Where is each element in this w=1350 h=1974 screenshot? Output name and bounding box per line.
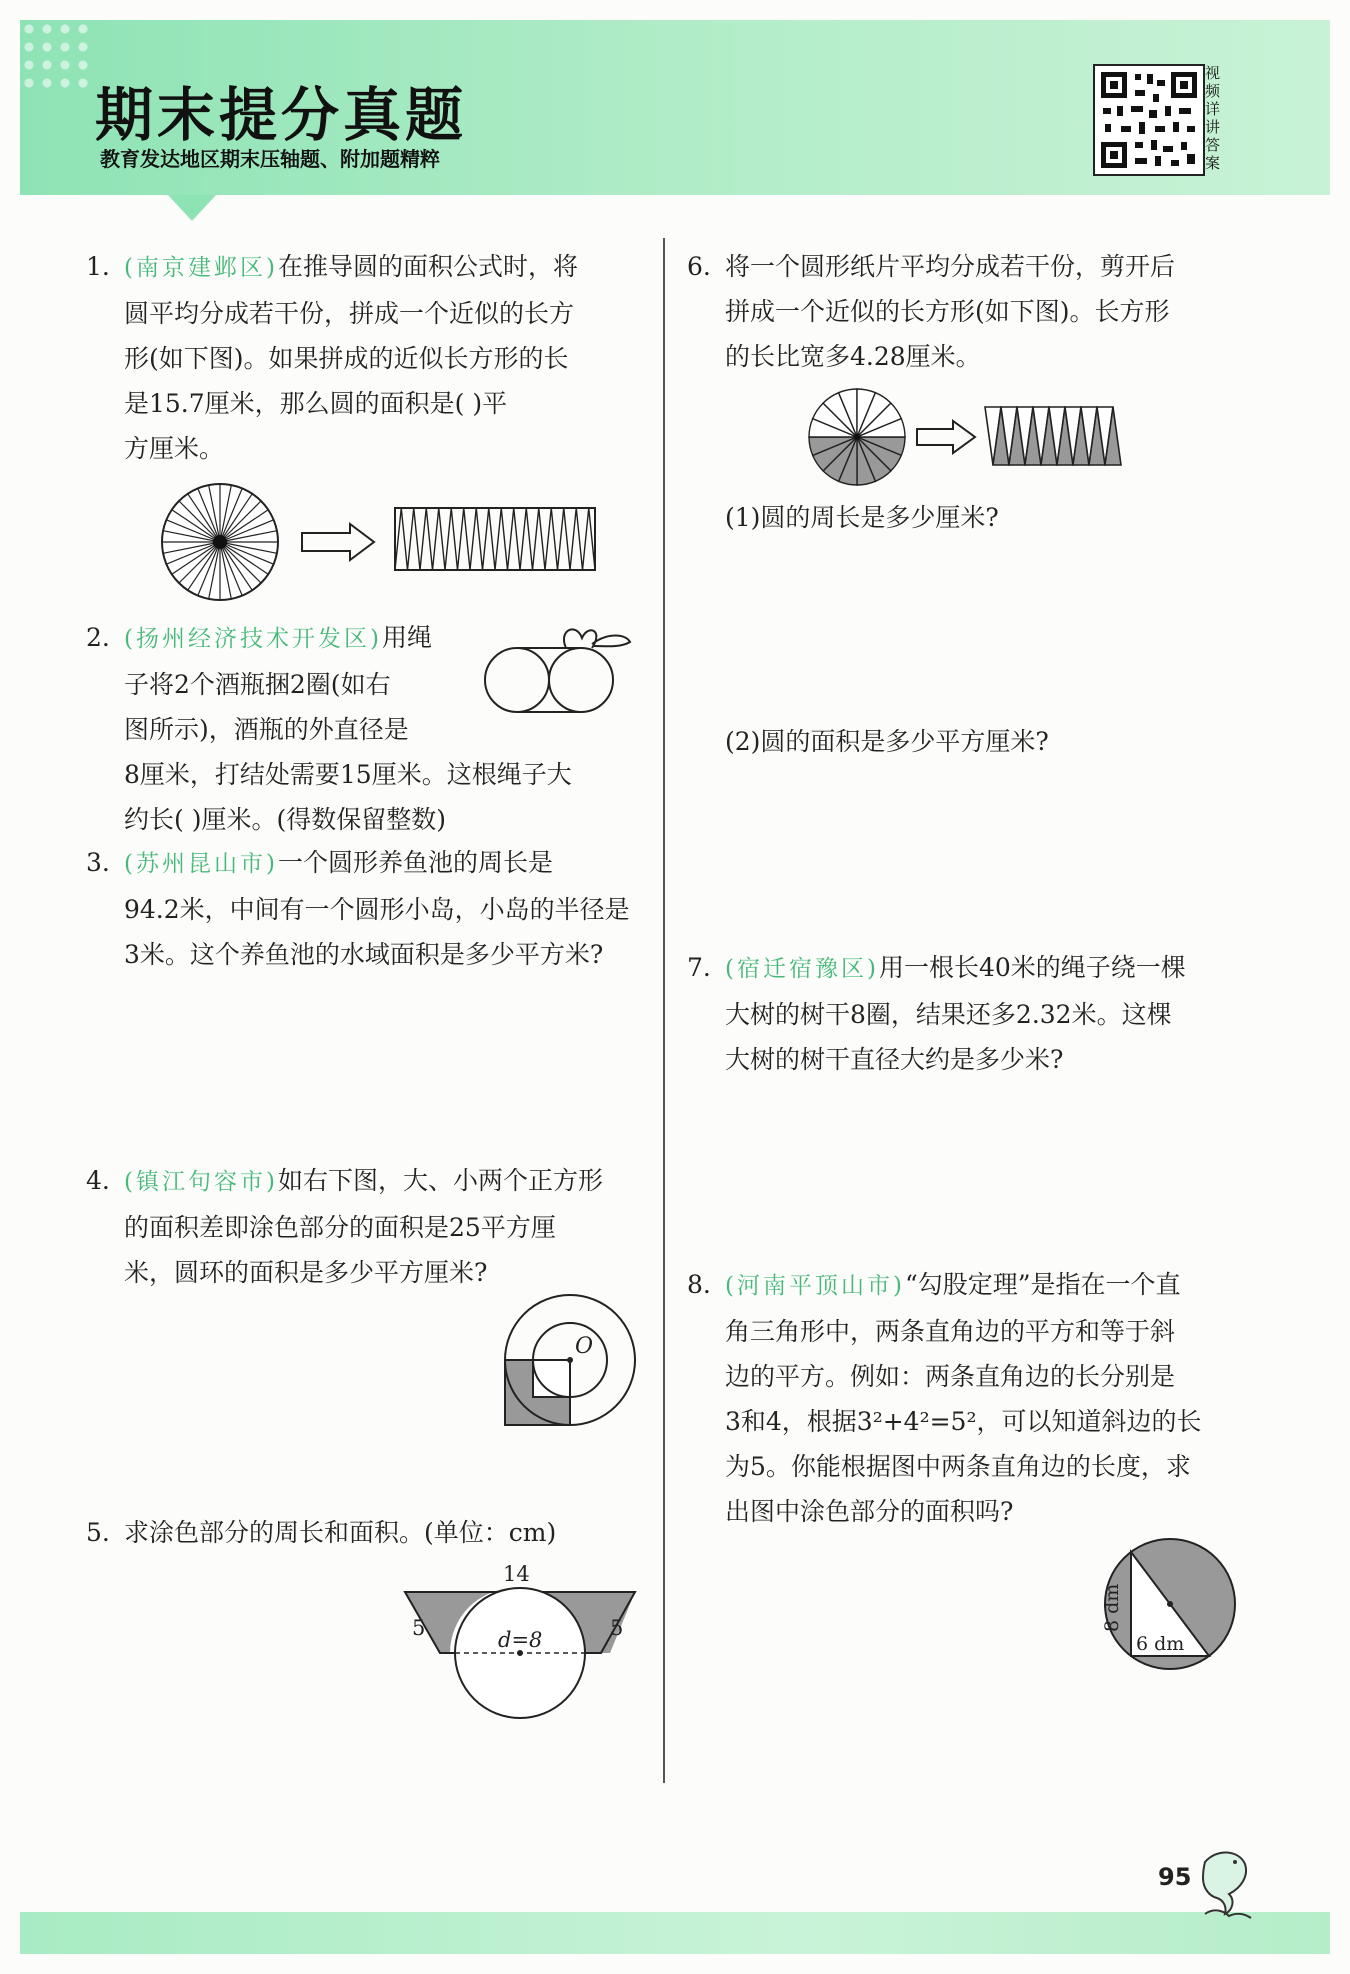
problem-line: 边的平方。例如：两条直角边的长分别是 <box>725 1362 1176 1391</box>
circle-center <box>213 535 227 549</box>
problem-1 <box>86 244 644 471</box>
problem-text: (苏州昆山市)一个圆形养鱼池的周长是 <box>124 848 553 877</box>
rectangle-sector <box>408 508 421 570</box>
circle-center <box>854 434 860 440</box>
column-divider <box>663 238 665 1783</box>
problem-line: 圆平均分成若干份，拼成一个近似的长方 <box>124 299 575 328</box>
rectangle-sector <box>558 508 571 570</box>
problem-number: 8. <box>687 1270 711 1299</box>
figure-trapezoid-circle <box>400 1555 650 1735</box>
problem-line: 拼成一个近似的长方形(如下图)。长方形 <box>725 297 1170 326</box>
problem-line: 3和4，根据3²+4²=5²，可以知道斜边的长 <box>725 1407 1202 1436</box>
problem-number: 1. <box>86 252 110 281</box>
figure-circle-right-triangle <box>1098 1532 1248 1682</box>
problem-line: 大树的树干直径大约是多少米? <box>725 1045 1064 1074</box>
rectangle-sector <box>570 508 583 570</box>
problem-line: 形(如下图)。如果拼成的近似长方形的长 <box>124 344 569 373</box>
problem-7 <box>687 945 1245 1082</box>
problem-5 <box>86 1510 644 1555</box>
rectangle-sector <box>395 508 408 570</box>
label-right: 5 <box>610 1616 624 1640</box>
problem-6-question-2: (2)圆的面积是多少平方厘米? <box>725 727 1049 756</box>
rectangle-sector <box>583 508 596 570</box>
problem-number: 4. <box>86 1166 110 1195</box>
problem-line: 大树的树干8圈，结果还多2.32米。这棵 <box>725 1000 1172 1029</box>
rectangle-sector <box>458 508 471 570</box>
label-left: 5 <box>412 1616 426 1640</box>
problem-line: 将一个圆形纸片平均分成若干份，剪开后 <box>725 252 1176 281</box>
problem-text: (扬州经济技术开发区)用绳 <box>124 623 432 652</box>
figure-circle-to-rectangle <box>150 480 610 610</box>
problem-source: (宿迁宿豫区) <box>725 956 879 982</box>
dolphin-icon <box>1195 1842 1255 1922</box>
problem-line: 子将2个酒瓶捆2圈(如右 <box>124 670 391 699</box>
problem-line: 约长( )厘米。(得数保留整数) <box>124 805 446 834</box>
figure-ring-squares <box>495 1295 645 1445</box>
problem-line: 出图中涂色部分的面积吗? <box>725 1497 1014 1526</box>
rectangle-sector <box>470 508 483 570</box>
problem-6-question-1: (1)圆的周长是多少厘米? <box>725 503 999 532</box>
problem-line: 8厘米，打结处需要15厘米。这根绳子大 <box>124 760 572 789</box>
banner-pointer <box>168 195 216 221</box>
label-diameter: d=8 <box>498 1628 543 1652</box>
rectangle-sector <box>545 508 558 570</box>
center-label: O <box>575 1334 594 1359</box>
qr-code-graphic <box>1095 66 1203 174</box>
problem-source: (苏州昆山市) <box>124 851 278 877</box>
problem-source: (河南平顶山市) <box>725 1273 905 1299</box>
problem-line: 图所示)，酒瓶的外直径是 <box>124 715 409 744</box>
problem-line: 是15.7厘米，那么圆的面积是( )平 <box>124 389 508 418</box>
rectangle-sector <box>520 508 533 570</box>
footer-band <box>20 1912 1330 1954</box>
problem-source: (扬州经济技术开发区) <box>124 626 382 652</box>
problem-line: 米，圆环的面积是多少平方厘米? <box>124 1258 488 1287</box>
problem-line: 求涂色部分的周长和面积。(单位：cm) <box>124 1518 557 1547</box>
figure-shaded-circle-to-rectangle <box>805 385 1155 495</box>
rectangle-sector <box>495 508 508 570</box>
problem-4 <box>86 1158 644 1295</box>
problem-6 <box>687 244 1245 379</box>
problem-number: 5. <box>86 1518 110 1547</box>
page-number: 95 <box>1158 1863 1192 1891</box>
figure-two-bottles-rope <box>480 620 640 720</box>
problem-number: 6. <box>687 252 711 281</box>
problem-line: 方厘米。 <box>124 434 225 463</box>
problem-source: (南京建邺区) <box>124 255 278 281</box>
page-title: 期末提分真题 <box>95 81 468 149</box>
rectangle-sector <box>508 508 521 570</box>
problem-number: 7. <box>687 953 711 982</box>
problem-line: 的面积差即涂色部分的面积是25平方厘 <box>124 1213 556 1242</box>
decorative-dots <box>20 20 90 90</box>
label-horizontal: 6 dm <box>1136 1633 1185 1655</box>
rectangle-sector <box>445 508 458 570</box>
rectangle-sector <box>533 508 546 570</box>
qr-code[interactable] <box>1093 64 1205 176</box>
problem-line: 94.2米，中间有一个圆形小岛，小岛的半径是 <box>124 895 630 924</box>
qr-caption: 视频详讲答案 <box>1205 64 1221 172</box>
problem-text: (宿迁宿豫区)用一根长40米的绳子绕一棵 <box>725 953 1186 982</box>
problem-line: 角三角形中，两条直角边的平方和等于斜 <box>725 1317 1176 1346</box>
label-top: 14 <box>503 1562 530 1586</box>
problem-line: 为5。你能根据图中两条直角边的长度，求 <box>725 1452 1191 1481</box>
rectangle-sector <box>433 508 446 570</box>
rectangle-sector <box>420 508 433 570</box>
label-vertical: 8 dm <box>1101 1583 1123 1632</box>
problem-number: 2. <box>86 623 110 652</box>
problem-source: (镇江句容市) <box>124 1169 278 1195</box>
problem-line: 3米。这个养鱼池的水域面积是多少平方米? <box>124 940 604 969</box>
problem-text: (镇江句容市)如右下图，大、小两个正方形 <box>124 1166 603 1195</box>
problem-text: (河南平顶山市)“勾股定理”是指在一个直 <box>725 1270 1181 1299</box>
problem-number: 3. <box>86 848 110 877</box>
rectangle-sector <box>483 508 496 570</box>
problem-8 <box>687 1262 1245 1534</box>
page-subtitle: 教育发达地区期末压轴题、附加题精粹 <box>100 147 440 171</box>
problem-line: 的长比宽多4.28厘米。 <box>725 342 981 371</box>
problem-text: (南京建邺区)在推导圆的面积公式时，将 <box>124 252 578 281</box>
problem-3 <box>86 840 644 977</box>
